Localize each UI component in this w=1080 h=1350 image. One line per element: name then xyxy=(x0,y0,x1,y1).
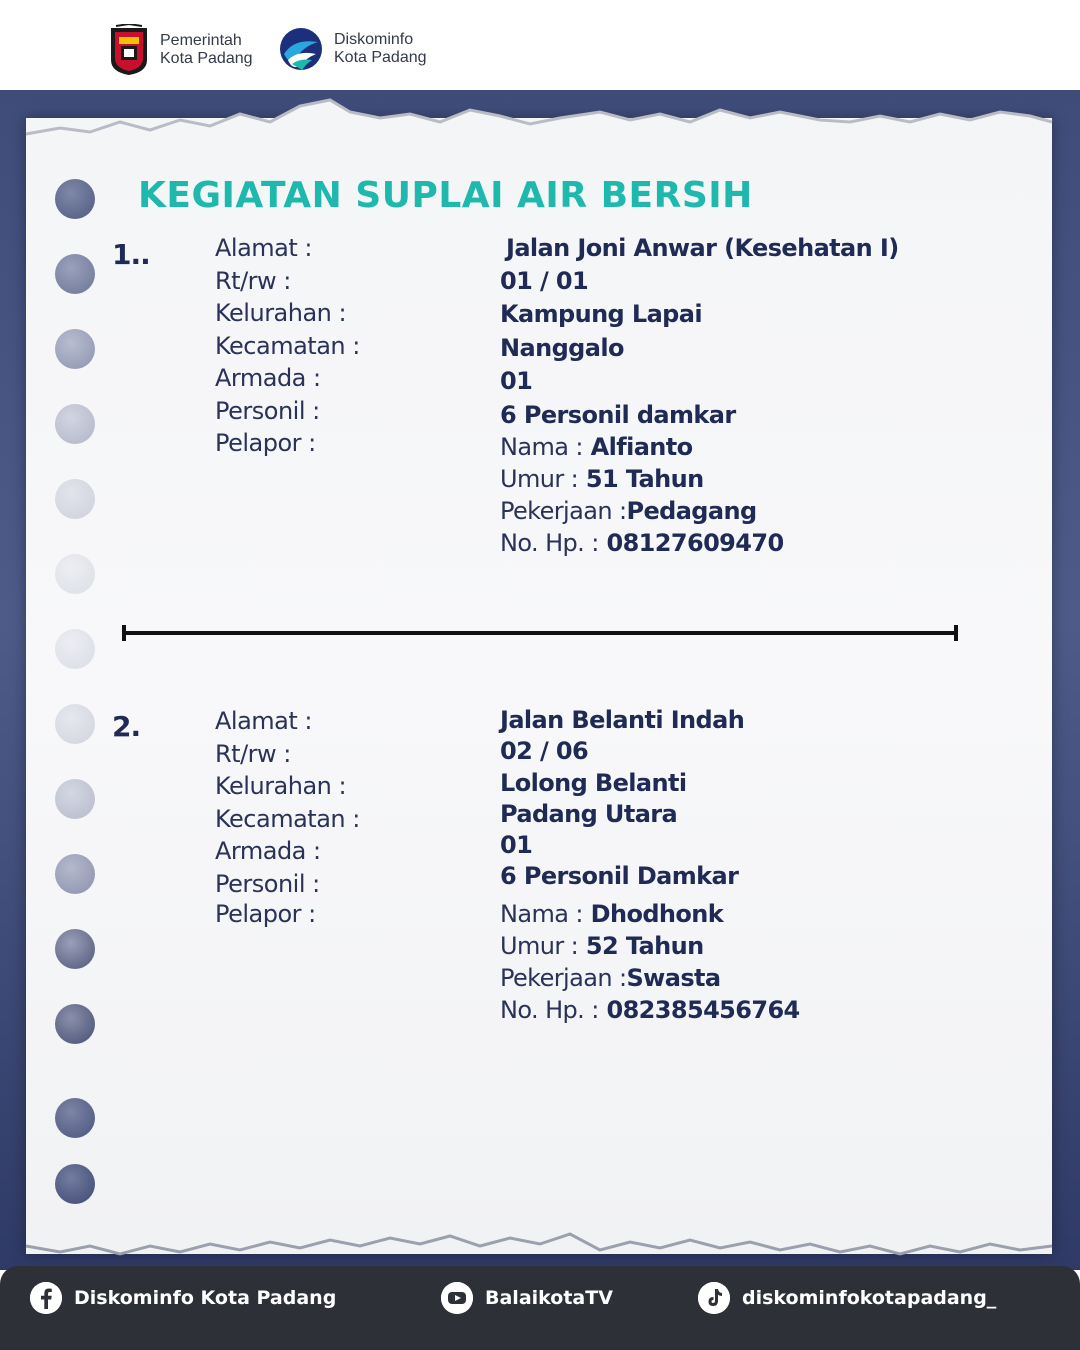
binder-hole xyxy=(55,179,95,219)
value-umur: 51 Tahun xyxy=(585,465,704,493)
reporter-phone-row xyxy=(500,996,800,1024)
facebook-link[interactable] xyxy=(30,1282,336,1314)
facebook-icon xyxy=(30,1282,62,1314)
pemko-line2: Kota Padang xyxy=(160,50,253,67)
label-personil: Personil : xyxy=(215,397,320,425)
value-umur: 52 Tahun xyxy=(585,932,704,960)
label-rtrw: Rt/rw : xyxy=(215,740,291,768)
label-umur: Umur : xyxy=(500,465,579,493)
label-kecamatan: Kecamatan : xyxy=(215,332,360,360)
page-title: KEGIATAN SUPLAI AIR BERSIH xyxy=(138,175,753,216)
kominfo-line1: Diskominfo xyxy=(334,31,414,48)
label-kecamatan: Kecamatan : xyxy=(215,805,360,833)
value-nama: Alfianto xyxy=(590,433,693,461)
reporter-job-row xyxy=(500,964,720,992)
binder-hole xyxy=(55,629,95,669)
value-kecamatan: Padang Utara xyxy=(500,800,678,828)
padang-city-emblem-icon xyxy=(108,24,150,76)
kominfo-logo-icon xyxy=(278,24,324,74)
value-armada: 01 xyxy=(500,367,533,395)
binder-hole xyxy=(55,1004,95,1044)
value-pekerjaan: Pedagang xyxy=(626,497,757,525)
value-nohp: 08127609470 xyxy=(606,529,784,557)
value-alamat: Jalan Belanti Indah xyxy=(500,706,745,734)
header xyxy=(0,0,1080,90)
value-rtrw: 02 / 06 xyxy=(500,737,589,765)
value-alamat: Jalan Joni Anwar (Kesehatan I) xyxy=(506,234,899,262)
label-armada: Armada : xyxy=(215,837,321,865)
label-nama: Nama : xyxy=(500,900,583,928)
label-nohp: No. Hp. : xyxy=(500,529,599,557)
tiktok-link[interactable] xyxy=(698,1282,996,1314)
pemko-line1: Pemerintah xyxy=(160,32,242,49)
kominfo-name xyxy=(334,31,427,67)
binder-hole xyxy=(55,854,95,894)
value-personil: 6 Personil Damkar xyxy=(500,862,739,890)
label-pekerjaan: Pekerjaan : xyxy=(500,497,627,525)
reporter-phone-row xyxy=(500,529,784,557)
label-alamat: Alamat : xyxy=(215,234,313,262)
reporter-name-row xyxy=(500,900,723,928)
value-pekerjaan: Swasta xyxy=(626,964,721,992)
entry-number: 1.. xyxy=(112,238,150,271)
value-rtrw: 01 / 01 xyxy=(500,267,589,295)
label-alamat: Alamat : xyxy=(215,707,313,735)
youtube-link[interactable] xyxy=(441,1282,613,1314)
label-kelurahan: Kelurahan : xyxy=(215,772,347,800)
value-nohp: 082385456764 xyxy=(606,996,800,1024)
binder-hole xyxy=(55,329,95,369)
youtube-icon xyxy=(441,1282,473,1314)
reporter-name-row xyxy=(500,433,693,461)
binder-hole xyxy=(55,929,95,969)
reporter-age-row xyxy=(500,932,704,960)
torn-paper-bottom xyxy=(0,1216,1080,1270)
binder-hole xyxy=(55,554,95,594)
label-pelapor: Pelapor : xyxy=(215,429,316,457)
youtube-label: BalaikotaTV xyxy=(485,1287,613,1309)
value-kelurahan: Lolong Belanti xyxy=(500,769,687,797)
binder-hole xyxy=(55,254,95,294)
reporter-job-row xyxy=(500,497,757,525)
value-kecamatan: Nanggalo xyxy=(500,334,624,362)
pemko-name xyxy=(160,32,253,68)
section-divider xyxy=(122,631,958,635)
binder-hole xyxy=(55,779,95,819)
kominfo-line2: Kota Padang xyxy=(334,49,427,66)
label-armada: Armada : xyxy=(215,364,321,392)
reporter-age-row xyxy=(500,465,704,493)
label-kelurahan: Kelurahan : xyxy=(215,299,347,327)
label-nama: Nama : xyxy=(500,433,583,461)
value-kelurahan: Kampung Lapai xyxy=(500,300,702,328)
label-pelapor: Pelapor : xyxy=(215,900,316,928)
label-pekerjaan: Pekerjaan : xyxy=(500,964,627,992)
value-armada: 01 xyxy=(500,831,533,859)
label-nohp: No. Hp. : xyxy=(500,996,599,1024)
label-personil: Personil : xyxy=(215,870,320,898)
tiktok-label: diskominfokotapadang_ xyxy=(742,1287,997,1309)
pemko-logo-block xyxy=(108,24,253,76)
binder-hole xyxy=(55,479,95,519)
torn-paper-top xyxy=(0,92,1080,162)
tiktok-icon xyxy=(698,1282,730,1314)
binder-hole xyxy=(55,1098,95,1138)
value-personil: 6 Personil damkar xyxy=(500,401,736,429)
binder-hole xyxy=(55,704,95,744)
binder-hole xyxy=(55,1164,95,1204)
binder-hole xyxy=(55,404,95,444)
value-nama: Dhodhonk xyxy=(590,900,724,928)
facebook-label: Diskominfo Kota Padang xyxy=(74,1287,337,1309)
kominfo-logo-block xyxy=(278,24,427,74)
entry-number: 2. xyxy=(112,710,141,743)
label-rtrw: Rt/rw : xyxy=(215,267,291,295)
label-umur: Umur : xyxy=(500,932,579,960)
